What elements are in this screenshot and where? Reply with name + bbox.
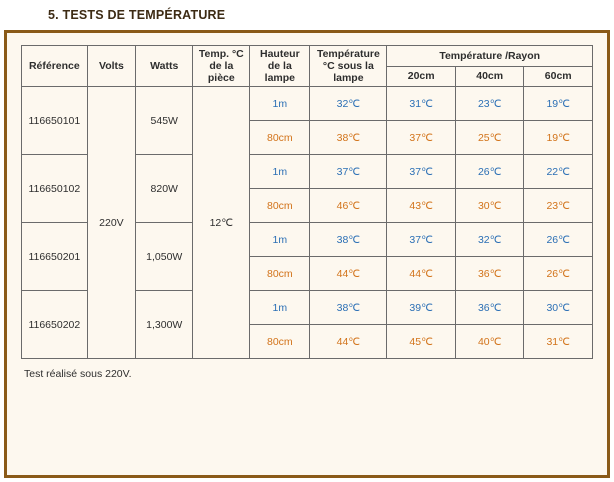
cell-lamp-height: 80cm	[250, 257, 310, 291]
cell-reference: 116650102	[22, 155, 88, 223]
cell-volts: 220V	[87, 87, 136, 359]
cell-lamp-height: 80cm	[250, 325, 310, 359]
cell-temp-under-lamp: 38℃	[310, 291, 387, 325]
cell-temp-60cm: 22℃	[524, 155, 593, 189]
header-lamp-height	[250, 46, 310, 87]
cell-watts: 820W	[136, 155, 193, 223]
cell-temp-under-lamp: 44℃	[310, 325, 387, 359]
cell-temp-20cm: 31℃	[387, 87, 456, 121]
cell-temp-20cm: 45℃	[387, 325, 456, 359]
cell-watts: 1,300W	[136, 291, 193, 359]
cell-temp-40cm: 30℃	[455, 189, 524, 223]
cell-watts: 1,050W	[136, 223, 193, 291]
cell-temp-20cm: 37℃	[387, 121, 456, 155]
cell-temp-60cm: 19℃	[524, 87, 593, 121]
cell-reference: 116650201	[22, 223, 88, 291]
cell-reference: 116650101	[22, 87, 88, 155]
header-radius-20cm: 20cm	[387, 66, 456, 87]
cell-temp-20cm: 37℃	[387, 223, 456, 257]
cell-temp-20cm: 43℃	[387, 189, 456, 223]
cell-temp-under-lamp: 38℃	[310, 223, 387, 257]
cell-temp-60cm: 31℃	[524, 325, 593, 359]
cell-lamp-height: 1m	[250, 291, 310, 325]
header-temp-radius-group: Température /Rayon	[387, 46, 593, 67]
header-row-top	[22, 46, 593, 67]
header-watts: Watts	[136, 46, 193, 87]
header-volts: Volts	[87, 46, 136, 87]
cell-watts: 545W	[136, 87, 193, 155]
cell-temp-60cm: 23℃	[524, 189, 593, 223]
header-hauteur-line-1: Hauteur	[260, 48, 300, 60]
table-panel	[4, 30, 610, 478]
cell-lamp-height: 1m	[250, 87, 310, 121]
table-header	[22, 46, 593, 87]
cell-temp-40cm: 23℃	[455, 87, 524, 121]
cell-lamp-height: 1m	[250, 155, 310, 189]
cell-temp-under-lamp: 32℃	[310, 87, 387, 121]
page-title: 5. TESTS DE TEMPÉRATURE	[48, 8, 226, 22]
table-footnote: Test réalisé sous 220V.	[24, 368, 132, 381]
cell-temp-60cm: 26℃	[524, 223, 593, 257]
cell-temp-under-lamp: 46℃	[310, 189, 387, 223]
cell-temp-20cm: 37℃	[387, 155, 456, 189]
header-reference: Référence	[22, 46, 88, 87]
header-hauteur-line-3: lampe	[264, 72, 296, 85]
cell-temp-under-lamp: 44℃	[310, 257, 387, 291]
header-hauteur-line-2: de la	[267, 60, 292, 73]
cell-temp-60cm: 26℃	[524, 257, 593, 291]
cell-temp-60cm: 30℃	[524, 291, 593, 325]
cell-lamp-height: 1m	[250, 223, 310, 257]
temperature-test-table	[21, 45, 593, 359]
header-sous-line-1: Température	[316, 48, 380, 60]
cell-temp-40cm: 36℃	[455, 291, 524, 325]
cell-temp-40cm: 40℃	[455, 325, 524, 359]
table-body	[22, 87, 593, 359]
cell-temp-40cm: 32℃	[455, 223, 524, 257]
header-piece-temp	[193, 46, 250, 87]
header-piece-line-3: pièce	[207, 72, 235, 85]
cell-temp-40cm: 25℃	[455, 121, 524, 155]
cell-temp-60cm: 19℃	[524, 121, 593, 155]
header-radius-40cm: 40cm	[455, 66, 524, 87]
cell-temp-under-lamp: 38℃	[310, 121, 387, 155]
cell-reference: 116650202	[22, 291, 88, 359]
table-row	[22, 87, 593, 121]
cell-room-temp: 12℃	[193, 87, 250, 359]
cell-temp-20cm: 39℃	[387, 291, 456, 325]
cell-lamp-height: 80cm	[250, 121, 310, 155]
cell-temp-40cm: 36℃	[455, 257, 524, 291]
cell-lamp-height: 80cm	[250, 189, 310, 223]
header-sous-line-3: lampe	[333, 72, 364, 85]
cell-temp-under-lamp: 37℃	[310, 155, 387, 189]
header-temp-under-lamp	[310, 46, 387, 87]
header-radius-60cm: 60cm	[524, 66, 593, 87]
header-piece-line-1: Temp. °C	[198, 48, 244, 60]
cell-temp-20cm: 44℃	[387, 257, 456, 291]
header-sous-line-2: °C sous la	[322, 60, 374, 73]
cell-temp-40cm: 26℃	[455, 155, 524, 189]
header-piece-line-2: de la	[209, 60, 234, 73]
